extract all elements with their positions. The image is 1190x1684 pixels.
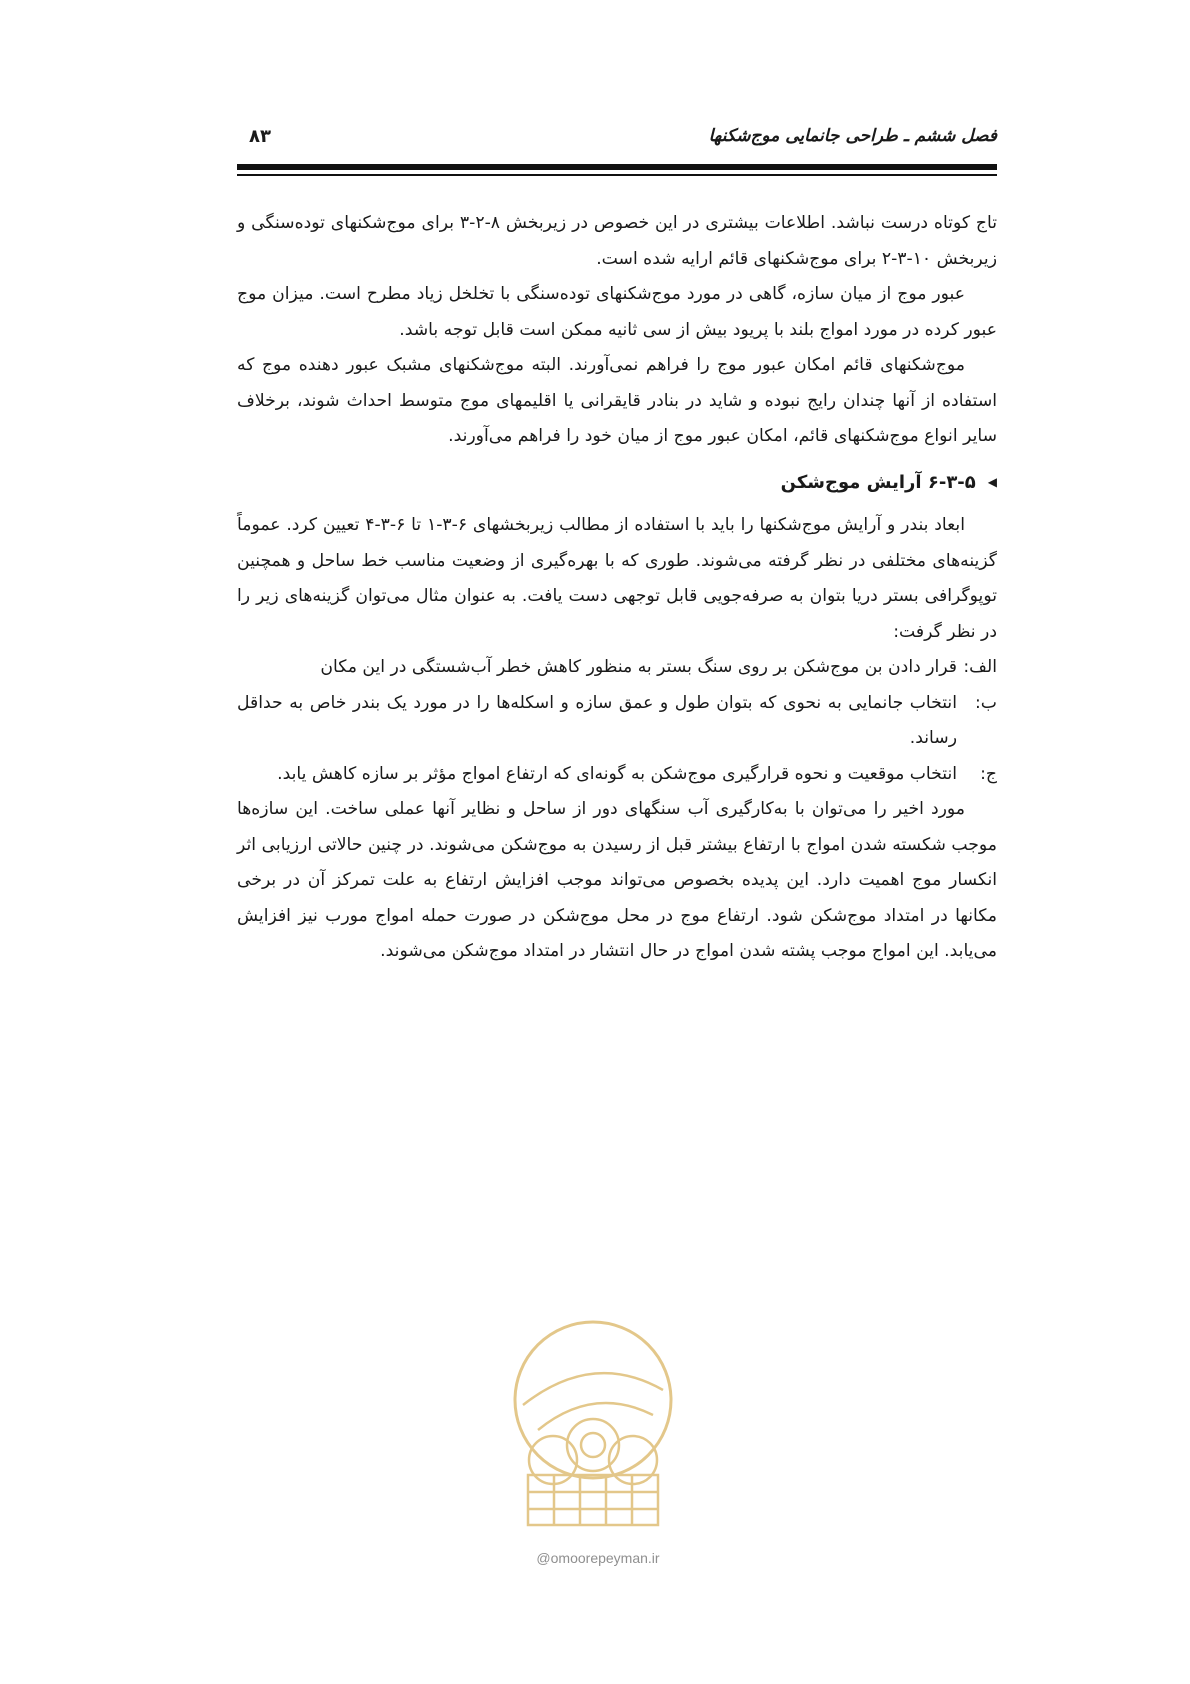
page-number: ۸۳ bbox=[249, 126, 271, 147]
paragraph-5: مورد اخیر را می‌توان با به‌کارگیری آب سنگهای دور از ساحل و نظایر آنها عملی ساخت. این سازه‌ها موجب شکسته شدن امواج با ارتفاع بیشتر قبل از رسیدن به موج‌شکن می‌شوند. در چنین حالاتی ارزیابی اثر انکسار موج اهمیت دارد. این پدیده بخصوص می‌تواند موجب افزایش ارتفاع به علت تمرکز آن در برخی مکانها در امتداد موج‌شکن شود. ارتفاع موج در محل موج‌شکن در صورت حمله امواج مورب نیز افزایش می‌یابد. این امواج موجب پشته شدن امواج در حال انتشار در امتداد موج‌شکن می‌شوند. bbox=[237, 799, 997, 961]
option-item bbox=[237, 686, 997, 757]
paragraph-1: تاج کوتاه درست نباشد. اطلاعات بیشتری در این خصوص در زیربخش ۸-۲-۳ برای موج‌شکنهای توده‌سنگی و زیربخش ۱۰-۳-۲ برای موج‌شکنهای قائم ارایه شده است. bbox=[237, 213, 998, 269]
option-text: قرار دادن بن موج‌شکن بر روی سنگ بستر به منظور کاهش خطر آب‌شستگی در این مکان bbox=[320, 657, 957, 677]
option-item bbox=[237, 757, 997, 793]
option-label: ج: bbox=[980, 763, 997, 784]
section-title: ۶-۳-۵ آرایش موج‌شکن bbox=[780, 471, 976, 493]
paragraph-3: موج‌شکنهای قائم امکان عبور موج را فراهم نمی‌آورند. البته موج‌شکنهای مشبک عبور دهنده موج که استفاده از آنها چندان رایج نبوده و شاید در بنادر قایقرانی یا اقلیمهای موج متوسط احداث شوند، برخلاف سایر انواع موج‌شکنهای قائم، امکان عبور موج از میان خود را فراهم می‌آورند. bbox=[237, 355, 997, 446]
option-label: الف: bbox=[963, 657, 997, 677]
chapter-title: فصل ششم ـ طراحی جانمایی موج‌شکنها bbox=[708, 126, 997, 146]
option-label: ب: bbox=[975, 692, 997, 713]
page-header bbox=[237, 122, 997, 152]
header-rule-thick bbox=[237, 164, 997, 170]
option-text: انتخاب جانمایی به نحوی که بتوان طول و عمق سازه و اسکله‌ها را در مورد یک بندر خاص به حداقل رساند. bbox=[237, 692, 957, 748]
watermark-logo-icon bbox=[483, 1310, 703, 1540]
option-text: انتخاب موقعیت و نحوه قرارگیری موج‌شکن به گونه‌ای که ارتفاع امواج مؤثر بر سازه کاهش یابد. bbox=[277, 763, 957, 784]
watermark-website: @omoorepeyman.ir bbox=[536, 1550, 660, 1566]
option-item bbox=[237, 650, 997, 686]
paragraph-2: عبور موج از میان سازه، گاهی در مورد موج‌شکنهای توده‌سنگی با تخلخل زیاد مطرح است. میزان موج عبور کرده در مورد امواج بلند با پریود بیش از سی ثانیه ممکن است قابل توجه باشد. bbox=[237, 284, 997, 340]
triangle-bullet-icon: ◀ bbox=[987, 474, 997, 489]
section-heading bbox=[237, 465, 997, 501]
paragraph-4: ابعاد بندر و آرایش موج‌شکنها را باید با استفاده از مطالب زیربخشهای ۶-۳-۱ تا ۶-۳-۴ تعیین کرد. عموماً گزینه‌های مختلفی در نظر گرفته می‌شوند. طوری که با بهره‌گیری از وضعیت مناسب خط ساحل و همچنین توپوگرافی بستر دریا بتوان به صرفه‌جویی قابل توجهی دست یافت. به عنوان مثال می‌توان گزینه‌های زیر را در نظر گرفت: bbox=[237, 515, 997, 642]
watermark-logo bbox=[483, 1310, 703, 1540]
header-rule-thin bbox=[237, 174, 997, 176]
page-body bbox=[237, 206, 997, 970]
